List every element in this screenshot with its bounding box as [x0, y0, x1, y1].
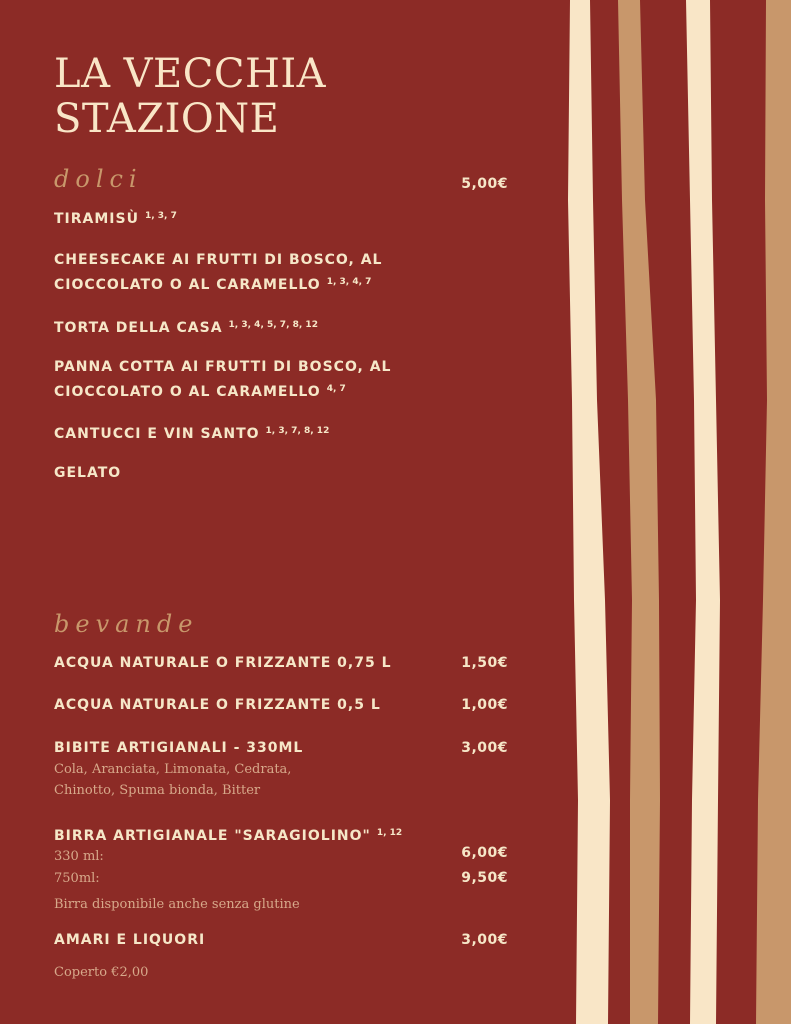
birra-size-330: 330 ml: [54, 849, 104, 864]
cream-stripe-left [568, 0, 610, 1024]
tan-stripe-right [756, 0, 791, 1024]
allergen-list: 1, 3, 7, 8, 12 [265, 426, 330, 436]
menu-item-acqua-05: ACQUA NATURALE O FRIZZANTE 0,5 L [54, 697, 381, 713]
price-amari: 3,00€ [461, 932, 508, 948]
coperto-note: Coperto €2,00 [54, 965, 149, 980]
menu-item-gelato [54, 462, 434, 484]
tan-stripe-left [618, 0, 660, 1024]
description-line-2: Chinotto, Spuma bionda, Bitter [54, 783, 261, 798]
item-name-line-2: CIOCCOLATO O AL CARAMELLO [54, 277, 321, 293]
menu-item-tiramisu [54, 205, 434, 230]
menu-item-bibite: BIBITE ARTIGIANALI - 330ML [54, 740, 304, 756]
birra-gluten-free-note: Birra disponibile anche senza glutine [54, 897, 300, 912]
decorative-stripes [560, 0, 791, 1024]
birra-size-750: 750ml: [54, 871, 100, 886]
restaurant-title [54, 52, 326, 142]
price-bibite: 3,00€ [461, 740, 508, 756]
price-acqua-075: 1,50€ [461, 655, 508, 671]
allergen-list: 1, 3, 4, 5, 7, 8, 12 [228, 320, 318, 330]
description-line-1: Cola, Aranciata, Limonata, Cedrata, [54, 762, 292, 777]
menu-item-cantucci [54, 420, 434, 445]
price-birra-750: 9,50€ [461, 870, 508, 886]
allergen-list: 1, 12 [376, 828, 403, 838]
section-heading-bevande: bevande [54, 610, 199, 638]
item-name: BIRRA ARTIGIANALE "SARAGIOLINO" [54, 828, 371, 844]
allergen-list: 1, 3, 7 [144, 211, 177, 221]
price-acqua-05: 1,00€ [461, 697, 508, 713]
bibite-description [54, 759, 354, 801]
item-name-line-1: CHEESECAKE AI FRUTTI DI BOSCO, AL [54, 252, 383, 268]
cream-stripe-middle [686, 0, 720, 1024]
section-heading-dolci: dolci [54, 165, 143, 193]
item-name: CANTUCCI E VIN SANTO [54, 426, 260, 442]
menu-item-amari: AMARI E LIQUORI [54, 932, 206, 948]
title-line-2: STAZIONE [54, 96, 280, 142]
menu-item-birra [54, 822, 454, 847]
price-birra-330: 6,00€ [461, 845, 508, 861]
menu-item-torta-della-casa [54, 314, 434, 339]
allergen-list: 1, 3, 4, 7 [326, 277, 372, 287]
menu-item-panna-cotta [54, 356, 434, 403]
item-name-line-1: PANNA COTTA AI FRUTTI DI BOSCO, AL [54, 359, 392, 375]
dolci-price: 5,00€ [461, 176, 508, 192]
item-name: GELATO [54, 465, 122, 481]
title-line-1: LA VECCHIA [54, 51, 327, 97]
item-name-line-2: CIOCCOLATO O AL CARAMELLO [54, 384, 321, 400]
item-name: TIRAMISÙ [54, 211, 139, 227]
menu-item-cheesecake [54, 249, 434, 296]
allergen-list: 4, 7 [326, 384, 346, 394]
menu-item-acqua-075: ACQUA NATURALE O FRIZZANTE 0,75 L [54, 655, 392, 671]
item-name: TORTA DELLA CASA [54, 320, 223, 336]
